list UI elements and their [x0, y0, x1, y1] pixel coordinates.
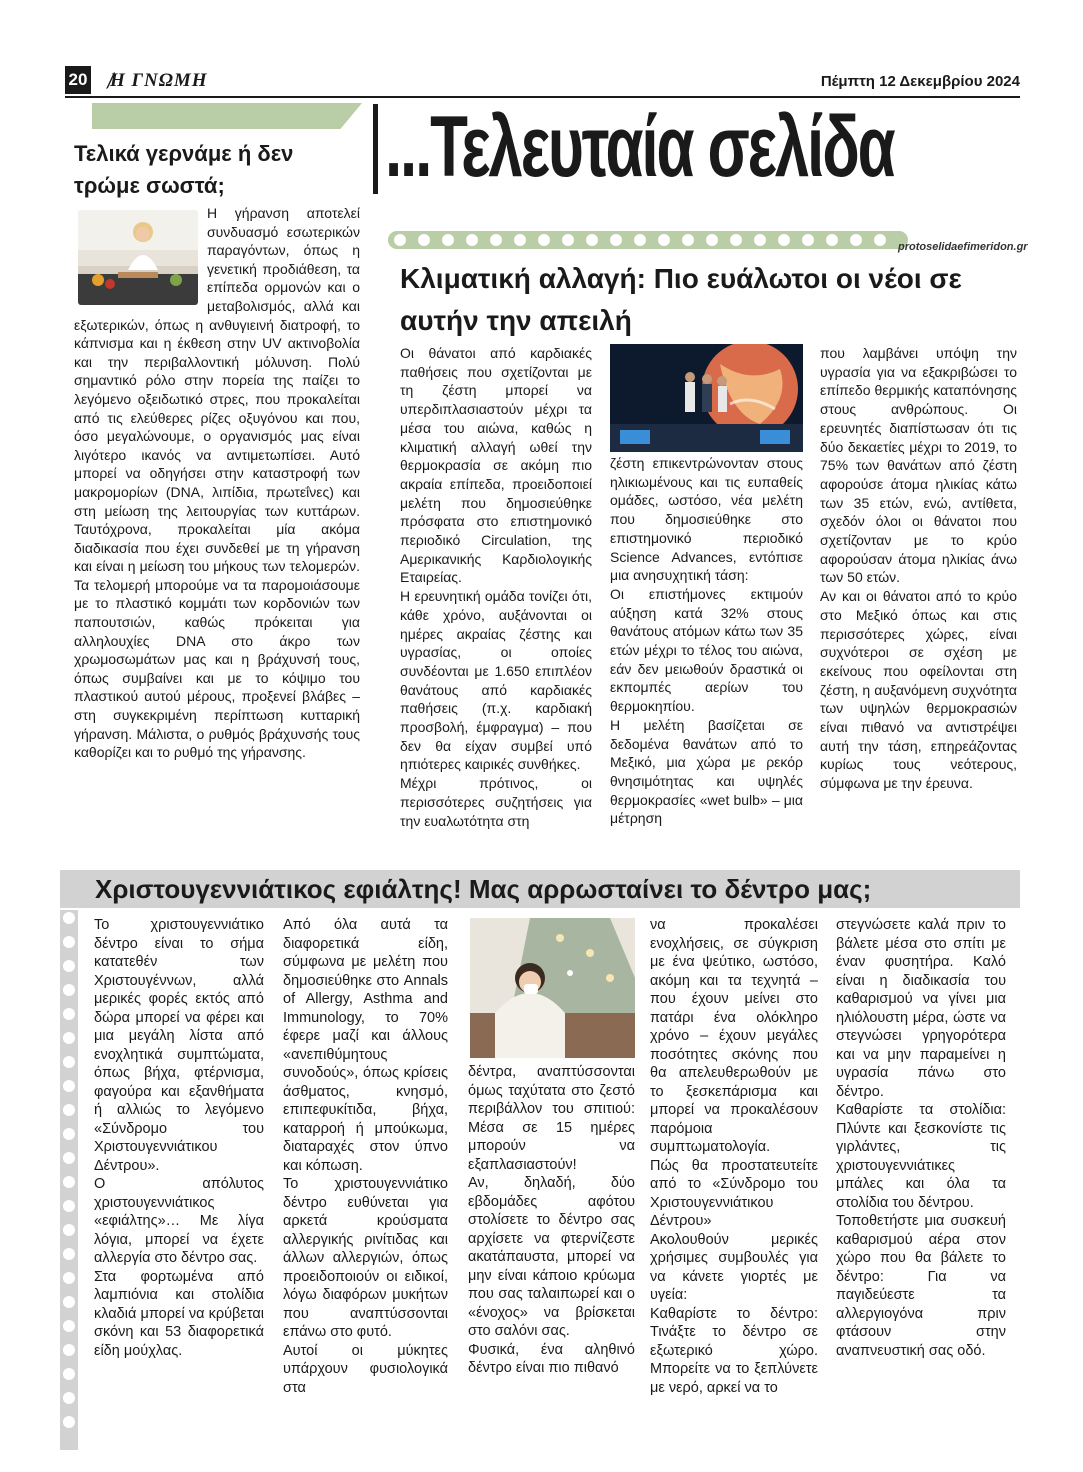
- paragraph: Οι θάνατοι από καρδιακές παθήσεις που σχετίζονται με τη ζέστη μπορεί να υπερδιπλασιαστούν μέχρι τα μέσα του αιώνα, καθώς η κλιματική αλλαγή ωθεί την θερμοκρασία σε ακόμη πιο ακραία επίπεδα, προειδοποιεί μελέτη που δημοσιεύθηκε πρόσφατα στο επιστημονικό περιοδικό Circulation, της Αμερικανικής Καρδιολογικής Εταιρείας.: [400, 345, 592, 586]
- paragraph: δέντρα, αναπτύσσονται όμως ταχύτατα στο ζεστό περιβάλλον του σπιτιού: Μέσα σε 15 ημέρες μπορούν να εξαπλασιαστούν!: [468, 1064, 635, 1173]
- paragraph: Η ερευνητική ομάδα τονίζει ότι, κάθε χρόνο, αυξάνονται οι ημέρες ακραίας ζέστης και υγρασίας, οι οποίες συνδέονται με 1.650 επιπλέον θανάτους από καρδιακές παθήσεις (π.χ. καρδιακή προσβολή, έμφραγμα) – που δεν θα είχαν συμβεί υπό ηπιότερες καιρικές συνθήκες.: [400, 588, 592, 773]
- woman-sneezing-christmas-tree-photo: [470, 918, 635, 1058]
- paragraph: Φυσικά, ένα αληθινό δέντρο είναι πιο πιθανό: [468, 1341, 635, 1376]
- bottom-article-column-2: [283, 916, 448, 1397]
- paragraph: Το χριστουγεννιάτικο δέντρο είναι το σήμα κατατεθέν των Χριστουγέννων, αλλά μερικές φορές εκτός από δώρα μπορεί να φέρει και μια μεγάλη λίστα από ενοχλητικά συμπτώματα, όπως βήχα, φτέρνισμα, φαγούρα και εξανθήματα ή αλλιώς το λεγόμενο «Σύνδρομο του Χριστουγεννιάτικου Δέντρου».: [94, 917, 264, 1174]
- paragraph: να προκαλέσει ενοχλήσεις, σε σύγκριση με ένα ψεύτικο, ωστόσο, ακόμη και τα τεχνητά – που έχουν μείνει στο πατάρι ένα ολόκληρο χρόνο – έχουν μεγάλες ποσότητες σκόνης που θα απελευθερωθούν με το ξεσκεπάρισμα και μπορεί να προκαλέσουν παρόμοια συμπτωματολογία.: [650, 917, 818, 1155]
- paragraph: Μέχρι πρότινος, οι περισσότερες συζητήσεις για την ευαλωτότητα στη: [400, 775, 592, 829]
- paragraph: Καθαρίστε τα στολίδια: Πλύντε και ξεσκονίστε τις γιρλάντες, τις χριστουγεννιάτικες μπάλες και όλα τα στολίδια του δέντρου.: [836, 1102, 1006, 1211]
- newspaper-brand: Η ΓΝΩΜΗ: [110, 70, 208, 91]
- paragraph: Από όλα αυτά τα διαφορετικά είδη, σύμφωνα με μελέτη που δημοσιεύθηκε στο Annals of Allergy, Asthma and Immunology, το 70% έφερε μαζί και άλλους «ανεπιθύμητους συνοδούς», όπως κρίσεις άσθματος, κνησμό, επιπεφυκίτιδα, βήχα, καταρροή ή μπούκωμα, διαταραχές στον ύπνο και κόπωση.: [283, 917, 448, 1174]
- section-title: ...Τελευταία σελίδα: [385, 99, 894, 195]
- paragraph: Αν, δηλαδή, δύο εβδομάδες αφότου στολίσετε το δέντρο σας αρχίσετε να φτερνίζεστε ακατάπαυστα, μπορεί να μην είναι κάποιο κρύωμα που σας ταλαιπωρεί και ο «ένοχος» να βρίσκεται στο σαλόνι σας.: [468, 1175, 635, 1339]
- paragraph: Αυτοί οι μύκητες υπάρχουν φυσιολογικά στα: [283, 1342, 448, 1396]
- paragraph: Πώς θα προστατευτείτε από το «Σύνδρομο του Χριστουγεννιάτικου Δέντρου»: [650, 1157, 818, 1229]
- woman-cooking-photo: [78, 210, 198, 305]
- paragraph: ζέστη επικεντρώνονταν στους ηλικιωμένους και τις ευπαθείς ομάδες, ωστόσο, νέα μελέτη που δημοσιεύθηκε στο επιστημονικό περιοδικό Science Advances, εντόπισε μια ανησυχητική τάση:: [610, 455, 803, 584]
- paragraph: Ακολουθούν μερικές χρήσιμες συμβουλές για να κάνετε γιορτές με υγεία:: [650, 1231, 818, 1303]
- bottom-article-column-5: [836, 916, 1006, 1360]
- main-article-column-3: [820, 344, 1017, 793]
- main-article-column-1: [400, 344, 592, 830]
- main-article-column-2: [610, 454, 803, 828]
- side-dot-ladder: [60, 910, 78, 1450]
- scientists-globe-photo: [610, 344, 803, 452]
- page-number: 20: [65, 66, 91, 94]
- bottom-article-column-3: [468, 1063, 635, 1378]
- main-article-headline: Κλιματική αλλαγή: Πιο ευάλωτοι οι νέοι σε αυτήν την απειλή: [400, 263, 962, 336]
- paragraph: Οι επιστήμονες εκτιμούν αύξηση κατά 32% στους θανάτους ατόμων κάτω των 35 ετών μέχρι το τέλος του αιώνα, εάν δεν μειωθούν δραστικά οι εκπομπές αερίων του θερμοκηπίου.: [610, 585, 803, 715]
- paragraph: Καθαρίστε το δέντρο: Τινάξτε το δέντρο σε εξωτερικό χώρο. Μπορείτε να το ξεπλύνετε με νερό, αρκεί να το: [650, 1305, 818, 1396]
- paragraph: Στα φορτωμένα από λαμπιόνια και στολίδια κλαδιά μπορεί να κρύβεται σκόνη και 53 διαφορετικά είδη μούχλας.: [94, 1268, 264, 1359]
- left-article-text: Η γήρανση αποτελεί συνδυασμό εσωτερικών παραγόντων, όπως η γενετική προδιάθεση, τα επίπεδα ορμονών και ο μεταβολισμός, αλλά και εξωτερικών, όπως η ανθυγιεινή διατροφή, το κάπνισμα και η έκθεση στην UV ακτινοβολία και την περιβαλλοντική μόλυνση. Πολύ σημαντικό ρόλο στην πορεία της παίζει το λεγόμενο οξειδωτικό στρες, που προκαλείται από τις ελεύθερες ρίζες οξυγόνου και που, όσο μεγαλώνουμε, ο οργανισμός μας είναι λιγότερο ικανός να αντιμετωπίσει. Αυτό μπορεί να οδηγήσει στην καταστροφή των μακρομορίων (DNA, λιπίδια, πρωτεΐνες) και στη μείωση της λειτουργίας των κυττάρων. Ταυτόχρονα, προκαλείται μία ακόμα διαδικασία που έχει συνδεθεί με τη γήρανση και είναι η μείωση του μήκους των τελομερών. Τα τελομερή μπορούμε να τα παρομοιάσουμε με το πλαστικό κομμάτι των κορδονιών των παπουτσιών, καθώς πρόκειται για αλληλουχίες DNA στο άκρο των χρωμοσωμάτων μας και η βράχυνσή τους, όπως συμβαίνει και με το κόψιμο του πλαστικού αυτού μέρους, προξενεί βλάβες – στη συγκεκριμένη περίπτωση κυτταρική γήρανση. Μάλιστα, ο ρυθμός βράχυνσής τους καθορίζει και το ρυθμό της γήρανσης.: [74, 205, 360, 761]
- paragraph: Τοποθετήστε μια συσκευή καθαρισμού αέρα στον χώρο που θα βάλετε το δέντρο: Για να παγιδεύεστε τα αλλεργιογόνα πριν φτάσουν στην αναπνευστική σας οδό.: [836, 1213, 1006, 1359]
- bottom-article-column-4: [650, 916, 818, 1397]
- section-divider: [373, 104, 378, 194]
- paragraph: στεγνώσετε καλά πριν το βάλετε μέσα στο σπίτι με έναν φυσητήρα. Καλό είναι η διαδικασία του καθαρισμού να γίνει μια ηλιόλουστη μέρα, ώστε να στεγνώσει γρηγορότερα και να μην παραμείνει η υγρασία πάνω στο δέντρο.: [836, 917, 1006, 1100]
- left-accent-bar: [92, 103, 362, 129]
- dotted-divider: [388, 231, 908, 249]
- paragraph: Ο απόλυτος χριστουγεννιάτικος «εφιάλτης»… Με λίγα λόγια, μπορεί να έχετε αλλεργία στο δέντρο σας.: [94, 1176, 264, 1266]
- bottom-article-headline: Χριστουγεννιάτικος εφιάλτης! Μας αρρωσταίνει το δέντρο μας;: [95, 874, 872, 904]
- paragraph: Το χριστουγεννιάτικο δέντρο ευθύνεται για αρκετά κρούσματα αλλεργικής ρινίτιδας και άλλων αλλεργιών, όπως προειδοποιούν οι ειδικοί, λόγω διαφόρων μυκήτων που αναπτύσσονται επάνω στο φυτό.: [283, 1176, 448, 1340]
- issue-date: Πέμπτη 12 Δεκεμβρίου 2024: [820, 73, 1020, 90]
- paragraph: Αν και οι θάνατοι από το κρύο στο Μεξικό όπως και στις περισσότερες χώρες, είναι συχνότεροι σε σχέση με εκείνους που οφείλονται στη ζέστη, η αυξανόμενη συχνότητα των υψηλών θερμοκρασιών είναι πιθανό να αντιστρέψει αυτή την τάση, επηρεάζοντας κυρίως τους νεότερους, σύμφωνα με την έρευνα.: [820, 588, 1017, 792]
- bottom-article-column-1: [94, 916, 264, 1360]
- paragraph: Η μελέτη βασίζεται σε δεδομένα θανάτων από το Μεξικό, μια χώρα με ρεκόρ θνησιμότητας και υψηλές θερμοκρασίες «wet bulb» – μια μέτρηση: [610, 716, 803, 827]
- left-article-headline: Τελικά γερνάμε ή δεν τρώμε σωστά;: [74, 141, 294, 198]
- paragraph: που λαμβάνει υπόψη την υγρασία για να εξακριβώσει το επίπεδο θερμικής καταπόνησης στους ανθρώπους. Οι ερευνητές διαπίστωσαν ότι τις δύο δεκαετίες μέχρι το 2019, το 75% των θανάτων από ζέστη αφορούσε άτομα ηλικίας κάτω των 35 ετών, ενώ, αντίθετα, σχεδόν όλοι οι θάνατοι που σχετίζονταν με το κρύο αφορούσαν άτομα ηλικίας άνω των 50 ετών.: [820, 345, 1017, 586]
- source-credit: protoselidaefimeridon.gr: [898, 241, 1028, 253]
